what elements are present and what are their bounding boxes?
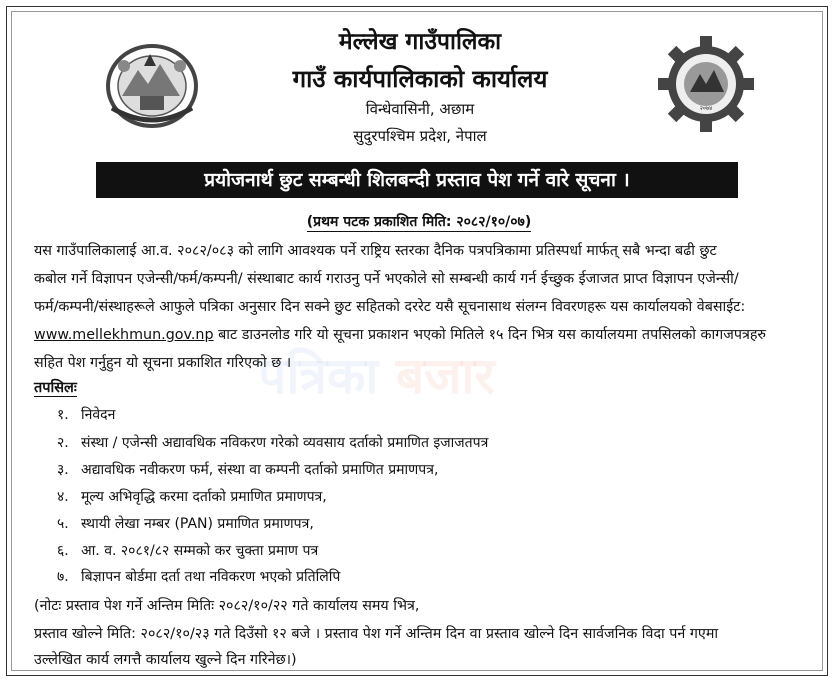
list-item: [57, 514, 314, 533]
watermark-part-1: पत्रिका: [258, 347, 379, 405]
list-item-number: ४.: [57, 489, 69, 505]
municipality-title: मेल्लेख गाउँपालिका: [338, 29, 502, 55]
list-item-number: ७.: [57, 569, 69, 585]
footnote-line-3: उल्लेखित कार्य लगत्तै कार्यालय खुल्ने दिन गरिनेछ।): [34, 652, 297, 668]
list-item: [57, 460, 438, 479]
footnote-line-1: (नोटः प्रस्ताव पेश गर्ने अन्तिम मितिः २०८२/१०/२२ गते कार्यालय समय भित्र,: [34, 598, 420, 614]
list-item: [57, 487, 327, 506]
municipality-gear-seal-icon: [656, 34, 756, 134]
body-line-4-rest: बाट डाउनलोड गरि यो सूचना प्रकाशन भएको मितिले १५ दिन भित्र यस कार्यालयमा तपसिलको कागजपत्रहरु: [213, 327, 766, 343]
watermark-part-2: बजार: [395, 347, 495, 405]
list-item-number: ५.: [57, 516, 69, 532]
footnote-line-2: प्रस्ताव खोल्ने मिति: २०८२/१०/२३ गते दिउँसो १२ बजे । प्रस्ताव पेश गर्ने अन्तिम दिन वा प्रस्ताव खोल्ने दिन सार्वजनिक विदा पर्न गएमा: [34, 626, 719, 642]
body-line-5: सहित पेश गर्नुहुन यो सूचना प्रकाशित गरिएको छ ।: [34, 355, 292, 371]
list-item: [57, 433, 488, 452]
list-item-text: बिज्ञापन बोर्डमा दर्ता तथा नविकरण भएको प्रतिलिपि: [81, 569, 341, 585]
list-item-text: मूल्य अभिवृद्धि करमा दर्ताको प्रमाणित प्रमाणपत्र,: [81, 489, 327, 505]
list-item-text: आ. व. २०८१/८२ सम्मको कर चुक्ता प्रमाण पत्र: [81, 543, 319, 559]
published-date-text: (प्रथम पटक प्रकाशित मिति: २०८२/१०/०७): [306, 214, 532, 230]
list-item-number: २.: [57, 435, 69, 451]
list-item-text: स्थायी लेखा नम्बर (PAN) प्रमाणित प्रमाणपत्र,: [81, 516, 314, 532]
tapasil-heading-text: तपसिलः: [34, 380, 77, 396]
list-item-number: १.: [57, 407, 69, 423]
body-line-2: कबोल गर्ने विज्ञापन एजेन्सी/फर्म/कम्पनी/ संस्थाबाट कार्य गराउनु पर्ने भएकोले सो सम्बन्धी कार्य गर्न ईच्छुक ईजाजत प्राप्त विज्ञापन एजेन्सी/: [34, 271, 739, 287]
list-item-text: अद्यावधिक नवीकरण फर्म, संस्था वा कम्पनी दर्ताको प्रमाणित प्रमाणपत्र,: [81, 462, 439, 478]
list-item: [57, 405, 115, 424]
list-item-number: ६.: [57, 543, 69, 559]
body-line-1: यस गाउँपालिकालाई आ.व. २०८२/०८३ को लागि आवश्यक पर्ने राष्ट्रिय स्तरका दैनिक पत्रपत्रिकामा प्रतिस्पर्धा मार्फत् सबै भन्दा बढी छुट: [34, 243, 717, 259]
website-link[interactable]: www.mellekhmun.gov.np: [34, 327, 214, 343]
nepal-government-emblem-icon: [104, 36, 200, 132]
published-date: [0, 212, 838, 231]
notice-title-banner: प्रयोजनार्थ छुट सम्बन्धी शिलबन्दी प्रस्ताव पेश गर्ने वारे सूचना ।: [96, 162, 738, 198]
list-item-text: निवेदन: [81, 407, 116, 423]
address-line-1: विन्धेवासिनी, अछाम: [365, 100, 475, 118]
body-line-4: [34, 325, 766, 344]
office-subtitle: गाउँ कार्यपालिकाको कार्यालय: [292, 65, 548, 93]
list-item-number: ३.: [57, 462, 69, 478]
body-line-3: फर्म/कम्पनी/संस्थाहरूले आफुले पत्रिका अनुसार दिन सक्ने छुट सहितको दररेट यसै सूचनासाथ संलग्न विवरणहरू यस कार्यालयको वेबसाईट:: [34, 299, 746, 315]
address-line-2: सुदुरपश्चिम प्रदेश, नेपाल: [353, 127, 487, 145]
seal-year: २०७४: [699, 105, 713, 112]
list-item: [57, 541, 318, 560]
list-item-text: संस्था / एजेन्सी अद्यावधिक नविकरण गरेको व्यवसाय दर्ताको प्रमाणित इजाजतपत्र: [81, 435, 489, 451]
tapasil-heading: [34, 377, 77, 397]
watermark: [258, 340, 495, 408]
list-item: [57, 567, 340, 586]
